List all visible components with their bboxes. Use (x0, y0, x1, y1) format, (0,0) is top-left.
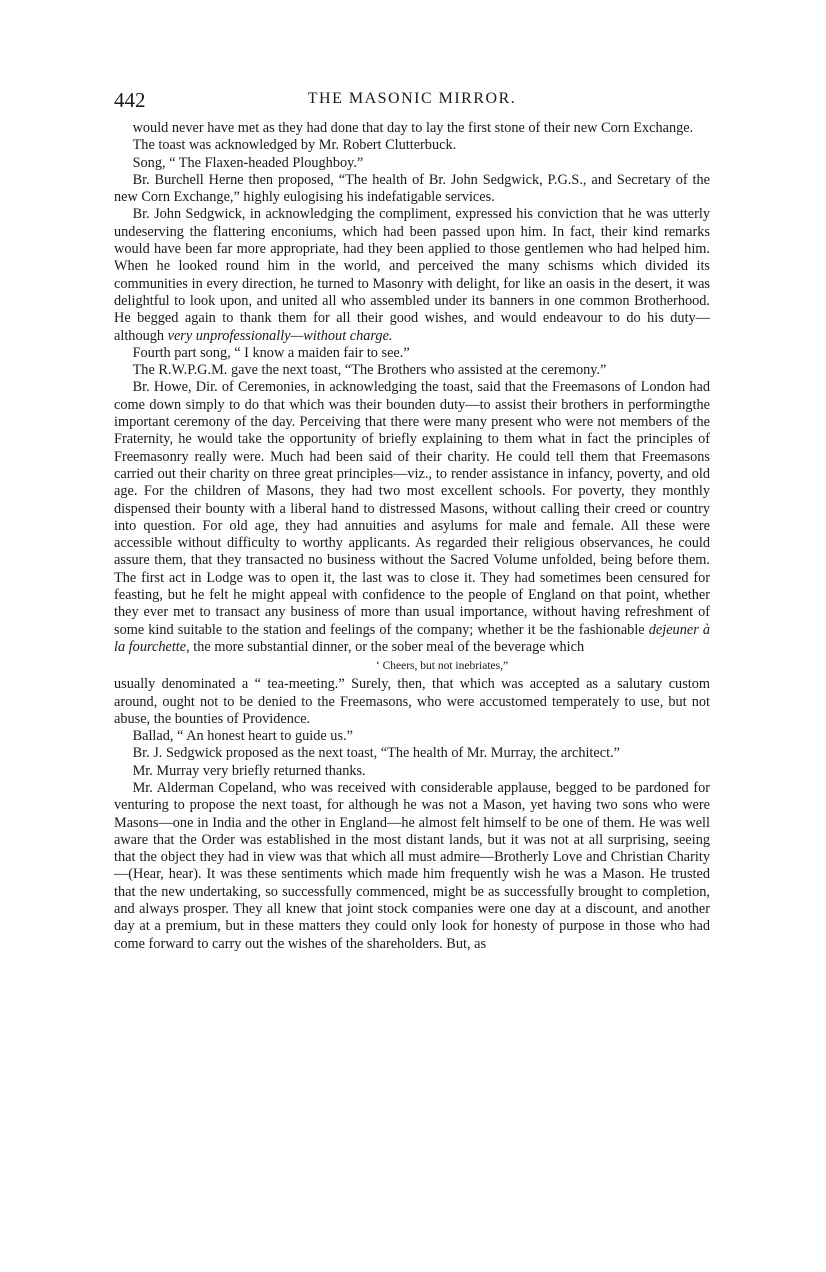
paragraph-text: Br. Howe, Dir. of Ceremonies, in acknowledging the toast, said that the Freemasons of London had come down simply to do that which was their bounden duty—to assist their brothers in performingthe important ceremony of the day. Perceiving that there were many present who were not members of the Fraternity, he would take the opportunity of briefly explaining to them what in fact the principles of Freemasonry really were. Much had been said of their charity. He could tell them that Freemasons carried out their charity on three great principles—viz., to render assistance in infancy, poverty, and old age. For the children of Masons, they had two most excellent schools. For poverty, they monthly dispensed their bounty with a liberal hand to distressed Masons, without calling their creed or country into question. For old age, they had annuities and asylums for male and female. All these were accessible without difficulty to worthy applicants. As regarded their religious observances, he could assure them, that they transacted no business without the Sacred Volume unfolded, being before them. The first act in Lodge was to open it, the last was to close it. They had sometimes been censured for feasting, but he felt he might appeal with confidence to the people of England on that point, whether they ever met to transact any business of more than usual importance, without having refreshment of some kind suitable to the station and feelings of the company; whether it be the fashionable (114, 379, 710, 638)
paragraph: Mr. Alderman Copeland, who was received with considerable applause, begged to be pardoned for venturing to propose the next toast, for although he was not a Mason, yet having two sons who were Masons—one in India and the other in England—he almost felt himself to be one of them. He was well aware that the Order was established in the most distant lands, but it was not at all surprising, seeing that the object they had in view was that which all must admire—Brotherly Love and Christian Charity—(Hear, hear). It was these sentiments which made him frequently wish he was a Mason. He trusted that the new undertaking, so successfully commenced, might be as successfully brought to completion, and always prosper. They all knew that joint stock companies were one day at a discount, and another day at a premium, but in these matters they could only look for honesty of purpose in those who had come forward to carry out the wishes of the shareholders. But, as (114, 779, 710, 952)
verse-quote: ‘ Cheers, but not inebriates,” (375, 660, 509, 673)
paragraph (114, 379, 710, 656)
italic-phrase: dejeuner à la fourchette, (114, 621, 710, 655)
page-header (114, 86, 710, 120)
paragraph: usually denominated a “ tea-meeting.” Surely, then, that which was accepted as a salutary custom around, ought not to be denied to the Freemasons, who were accustomed temperately to use, but not abuse, the bounties of Providence. (114, 676, 710, 727)
paragraph-text: the more substantial dinner, or the sober meal of the beverage which (189, 638, 585, 655)
paragraph (114, 206, 710, 344)
paragraph: Ballad, “ An honest heart to guide us.” (132, 728, 353, 745)
paragraph: Song, “ The Flaxen-headed Ploughboy.” (132, 154, 364, 171)
paragraph: Fourth part song, “ I know a maiden fair to see.” (132, 344, 410, 361)
page-number: 442 (114, 88, 146, 112)
running-title: THE MASONIC MIRROR. (307, 90, 517, 107)
body-text (114, 120, 710, 953)
italic-phrase: very unprofessionally—without charge. (167, 327, 393, 344)
paragraph: The R.W.P.G.M. gave the next toast, “The Brothers who assisted at the ceremony.” (132, 362, 607, 379)
book-page (114, 86, 710, 953)
paragraph: would never have met as they had done that day to lay the first stone of their new Corn Exchange. (132, 120, 694, 136)
paragraph: Br. J. Sedgwick proposed as the next toast, “The health of Mr. Murray, the architect.” (132, 745, 620, 762)
paragraph: Br. Burchell Herne then proposed, “The health of Br. John Sedgwick, P.G.S., and Secretary of the new Corn Exchange,” highly eulogising his indefatigable services. (114, 171, 710, 206)
paragraph: Mr. Murray very briefly returned thanks. (132, 762, 366, 779)
paragraph-text: Br. John Sedgwick, in acknowledging the compliment, expressed his conviction that he was utterly undeserving the flattering enconiums, which had been passed upon him. In fact, their kind remarks would have been far more appropriate, had they been applied to those gentlemen who had helped him. When he looked round him in the world, and perceived the many schisms which divided its communities in every direction, he turned to Masonry with delight, for like an oasis in the desert, it was delightful to look upon, and united all who assembled under its banners in one common Brotherhood. He begged again to thank them for all their good wishes, and would endeavour to do his duty—although (114, 206, 710, 344)
paragraph: The toast was acknowledged by Mr. Robert Clutterbuck. (132, 137, 457, 154)
